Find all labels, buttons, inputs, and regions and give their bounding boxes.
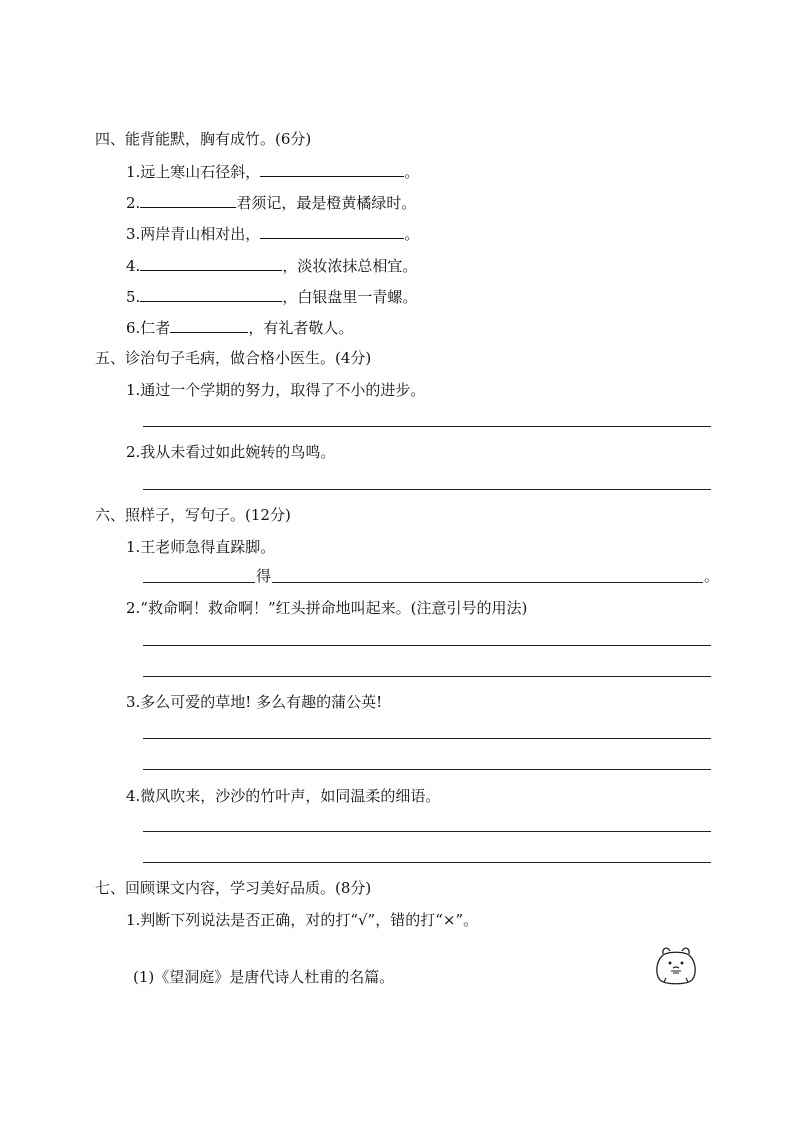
hamster-mascot-icon [652,942,700,986]
fix-sentence-1: 1.通过一个学期的努力，取得了不小的进步。 [126,381,426,399]
pattern-sentence-2: 2.“救命啊！救命啊！”红头拼命地叫起来。(注意引号的用法) [126,599,528,617]
recite-item-1-after: 。 [404,163,420,181]
answer-blank[interactable] [140,192,236,208]
answer-line[interactable] [143,831,711,832]
recite-item-6-after: ，有礼者敬人。 [248,319,354,337]
recite-item-1 [126,161,419,182]
recite-item-1-before: 1.远上寒山石径斜， [126,163,261,181]
fix-sentence-2: 2.我从未看过如此婉转的鸟鸣。 [126,443,336,461]
pattern-sentence-4: 4.微风吹来，沙沙的竹叶声，如同温柔的细语。 [126,787,441,805]
recite-item-4-before: 4. [126,257,141,275]
recite-item-5 [126,286,417,307]
answer-line[interactable] [143,426,711,427]
recite-item-5-after: ，白银盘里一青螺。 [282,288,418,306]
answer-line[interactable] [143,769,711,770]
answer-blank[interactable] [260,223,404,239]
pattern-sentence-3: 3.多么可爱的草地! 多么有趣的蒲公英! [126,693,383,711]
judge-statement-1: (1)《望洞庭》是唐代诗人杜甫的名篇。 [133,968,395,986]
answer-line[interactable] [143,489,711,490]
recite-item-2-before: 2. [126,194,141,212]
section-5-heading: 五、诊治句子毛病，做合格小医生。(4分) [95,349,372,367]
section-7-heading: 七、回顾课文内容，学习美好品质。(8分) [95,879,372,897]
pattern-sentence-1: 1.王老师急得直跺脚。 [126,538,276,556]
recite-item-2-after: 君须记，最是橙黄橘绿时。 [236,194,417,212]
recite-item-3-after: 。 [404,225,420,243]
answer-blank-left[interactable] [143,582,255,583]
section-6-heading: 六、照样子，写句子。(12分) [95,506,291,524]
judge-instruction: 1.判断下列说法是否正确，对的打“√”，错的打“×”。 [126,911,479,929]
answer-line[interactable] [143,676,711,677]
section-4-heading: 四、能背能默，胸有成竹。(6分) [95,130,312,148]
recite-item-5-before: 5. [126,288,141,306]
recite-item-6-before: 6.仁者 [126,319,171,337]
recite-item-3 [126,223,419,244]
recite-item-6 [126,317,353,338]
answer-blank[interactable] [170,317,248,333]
recite-item-2 [126,192,416,213]
answer-blank[interactable] [140,255,282,271]
answer-line[interactable] [143,862,711,863]
recite-item-4 [126,255,417,276]
recite-item-3-before: 3.两岸青山相对出， [126,225,261,243]
answer-line[interactable] [143,738,711,739]
answer-blank[interactable] [140,286,282,302]
answer-blank-right[interactable] [272,582,703,583]
answer-blank[interactable] [260,161,404,177]
pattern-middle-char: 得 [256,567,272,585]
pattern-end-mark: 。 [704,567,720,585]
answer-line[interactable] [143,645,711,646]
recite-item-4-after: ，淡妆浓抹总相宜。 [282,257,418,275]
